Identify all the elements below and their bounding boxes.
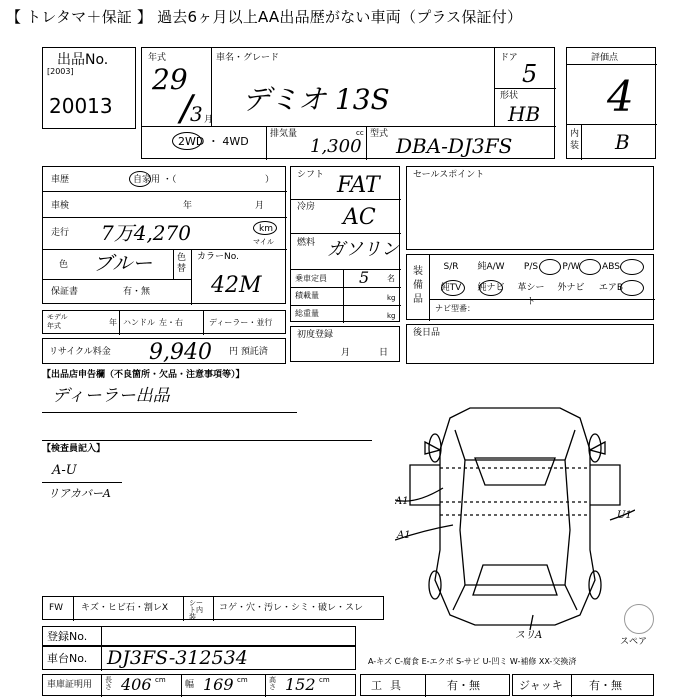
seat-label: シート内装 xyxy=(189,599,203,621)
score-label: 評価点 xyxy=(591,53,619,63)
equipment-item: 外ナビ xyxy=(557,283,585,293)
model-year-year: 年 xyxy=(109,318,117,327)
model-value: デミオ 13S xyxy=(242,83,390,116)
ac-value: AC xyxy=(343,205,376,230)
recycle-value: 9,940 xyxy=(149,340,212,365)
year-value: 29 xyxy=(152,63,188,96)
damage-legend: A-キズ C-腐食 E-エクボ S-サビ U-凹ミ W-補修 XX-交換済 xyxy=(368,657,577,666)
drive-type: 2WD ・ 4WD xyxy=(178,135,249,148)
color-change: 色替 xyxy=(177,253,187,274)
sheet-title: 【 トレタマ＋保証 】 過去6ヶ月以上AA出品歴がない車両（プラス保証付） xyxy=(6,8,523,26)
aftermarket-label: 後日品 xyxy=(413,328,441,338)
capacity-label: 乗車定員 xyxy=(295,274,327,283)
inspector-notes-label: 【検査員記入】 xyxy=(42,444,106,454)
chassis-value: DJ3FS-312534 xyxy=(107,647,248,669)
equipment-item: 純A/W xyxy=(477,262,505,272)
recycle-row xyxy=(42,338,286,364)
spec-table xyxy=(290,166,400,322)
tools-row xyxy=(360,674,510,696)
navi-model-label: ナビ型番： xyxy=(435,304,475,313)
recycle-label: リサイクル料金 xyxy=(49,347,111,357)
color-value: ブルー xyxy=(93,251,153,275)
history-label: 車歴 xyxy=(51,175,70,185)
year-month-unit: 月 xyxy=(204,115,214,125)
displacement-unit: cc xyxy=(356,129,364,137)
mileage-unit-km: km xyxy=(259,224,273,234)
tools-label: 工具 xyxy=(371,679,409,692)
length-value: 406 xyxy=(121,675,152,694)
load-label: 積載量 xyxy=(295,291,319,300)
width-value: 169 xyxy=(203,675,234,694)
deadline-day: 日 xyxy=(379,348,389,358)
color-label: 色 xyxy=(59,260,69,270)
type-label: 型式 xyxy=(370,129,389,139)
equipment-item: エアB xyxy=(598,283,624,293)
fuel-label: 燃料 xyxy=(297,238,316,248)
height-unit: cm xyxy=(319,676,330,684)
weight-label: 総重量 xyxy=(295,309,319,318)
door-left xyxy=(410,465,440,505)
door-right xyxy=(590,465,620,505)
first-reg-month: 月 xyxy=(341,348,351,358)
length-label: 長さ xyxy=(105,676,112,691)
inspection-month: 月 xyxy=(255,201,265,211)
equipment-item: S/R xyxy=(443,262,459,272)
doors-value: 5 xyxy=(522,60,538,88)
seat-items: コゲ・穴・汚レ・シミ・破レ・スレ xyxy=(219,603,364,613)
jack-row xyxy=(512,674,654,696)
chassis-row xyxy=(42,646,356,670)
interior-value: B xyxy=(615,130,630,154)
spare-tire-icon xyxy=(624,604,654,634)
seller-notes-label: 【出品店申告欄（不良箇所・欠品・注意事項等）】 xyxy=(42,370,245,380)
score-value: 4 xyxy=(607,72,634,121)
fw-items: キズ・ヒビ石・割レX xyxy=(81,603,168,613)
first-reg-box xyxy=(290,326,400,362)
inspection-label: 車検 xyxy=(51,201,70,211)
equipment-item: P/W xyxy=(562,262,580,272)
lot-number: 20013 xyxy=(49,94,113,118)
mirror-right xyxy=(590,442,605,454)
jack-value: 有・無 xyxy=(589,679,622,692)
width-label: 幅 xyxy=(185,680,195,690)
score-box xyxy=(566,47,656,159)
warranty-value: 有・無 xyxy=(123,287,151,297)
mileage-unit-mile: マイル xyxy=(253,238,274,246)
fw-row xyxy=(42,596,384,620)
model-year-label1: モデル xyxy=(47,313,68,321)
jack-label: ジャッキ xyxy=(519,679,563,692)
year-month: 3 xyxy=(190,102,203,126)
drive-circle xyxy=(172,132,202,150)
handle-label: ハンドル xyxy=(123,318,155,327)
equipment-item: 純ナビ xyxy=(477,283,505,293)
inspection-year: 年 xyxy=(183,201,193,211)
inspector-note-2: リアカバーA xyxy=(48,487,111,500)
width-unit: cm xyxy=(237,676,248,684)
recycle-unit: 円 預託済 xyxy=(229,347,268,357)
aftermarket-box xyxy=(406,324,654,364)
damage-bottom: スリA xyxy=(515,630,543,641)
equipment-item: 革シート xyxy=(517,283,545,307)
height-label: 高さ xyxy=(269,676,276,691)
chassis-label: 車台No. xyxy=(47,652,88,665)
vehicle-main-box xyxy=(141,47,555,159)
equipment-box xyxy=(406,254,654,320)
warranty-label: 保証書 xyxy=(51,287,79,297)
doors-label: ドア xyxy=(500,53,518,63)
mirror-left xyxy=(425,442,440,454)
year-label: 年式 xyxy=(148,53,167,63)
registration-label: 登録No. xyxy=(47,630,88,643)
displacement-value: 1,300 xyxy=(310,136,362,157)
car-damage-diagram xyxy=(395,390,635,650)
mileage-label: 走行 xyxy=(51,228,70,238)
load-unit: kg xyxy=(387,294,396,302)
certificate-row xyxy=(42,674,356,696)
equipment-label: 装備品 xyxy=(413,266,423,305)
color-code: 42M xyxy=(211,273,262,298)
rear-window xyxy=(473,565,557,595)
mileage-value: 7万4,270 xyxy=(101,221,191,245)
history-options: 自家用 ・（ xyxy=(133,175,177,185)
equipment-item: P/S xyxy=(523,262,539,272)
car-roof xyxy=(460,460,570,585)
lot-tag: [2003] xyxy=(47,67,74,76)
color-code-label: カラーNo. xyxy=(197,252,239,262)
inspector-note-1: A-U xyxy=(52,463,77,478)
damage-a1-left: A1 xyxy=(395,496,409,507)
lot-number-label: 出品No. xyxy=(57,52,109,68)
history-close: ） xyxy=(265,175,275,185)
fuel-value: ガソリン xyxy=(327,239,399,260)
sales-point-label: セールスポイント xyxy=(413,170,485,180)
tools-value: 有・無 xyxy=(447,679,480,692)
handle-value: 左・右 xyxy=(159,318,183,327)
sales-point-box xyxy=(406,166,654,250)
equipment-item: ABS xyxy=(602,262,620,272)
details-table xyxy=(42,166,286,304)
lot-number-box xyxy=(42,47,136,129)
weight-unit: kg xyxy=(387,312,396,320)
seller-notes-value: ディーラー出品 xyxy=(52,386,170,406)
damage-a1-rear: A1 xyxy=(397,530,411,541)
model-year-row xyxy=(42,310,286,334)
shift-value: FAT xyxy=(337,173,380,198)
dealer-type: ディーラー・並行 xyxy=(209,318,273,327)
type-value: DBA-DJ3FS xyxy=(396,134,513,158)
length-unit: cm xyxy=(155,676,166,684)
shape-value: HB xyxy=(508,102,541,126)
equipment-item: 純TV xyxy=(440,283,462,293)
displacement-label: 排気量 xyxy=(270,129,298,139)
certificate-label: 車庫証明用 xyxy=(47,680,93,690)
model-year-label2: 年式 xyxy=(47,322,61,330)
ac-label: 冷房 xyxy=(297,202,316,212)
fw-label: FW xyxy=(49,603,64,613)
shape-label: 形状 xyxy=(500,91,519,101)
spare-label: スペア xyxy=(620,637,648,647)
damage-u1-right: U1 xyxy=(617,510,632,521)
registration-row xyxy=(42,626,356,646)
year-slash: / xyxy=(180,88,193,129)
shift-label: シフト xyxy=(297,170,325,180)
capacity-value: 5 xyxy=(359,268,370,287)
height-value: 152 xyxy=(285,675,316,694)
first-reg-label: 初度登録 xyxy=(297,330,334,340)
interior-label: 内装 xyxy=(570,129,580,151)
model-label: 車名・グレード xyxy=(216,53,280,63)
capacity-unit: 名 xyxy=(387,274,395,283)
windshield xyxy=(475,458,555,485)
